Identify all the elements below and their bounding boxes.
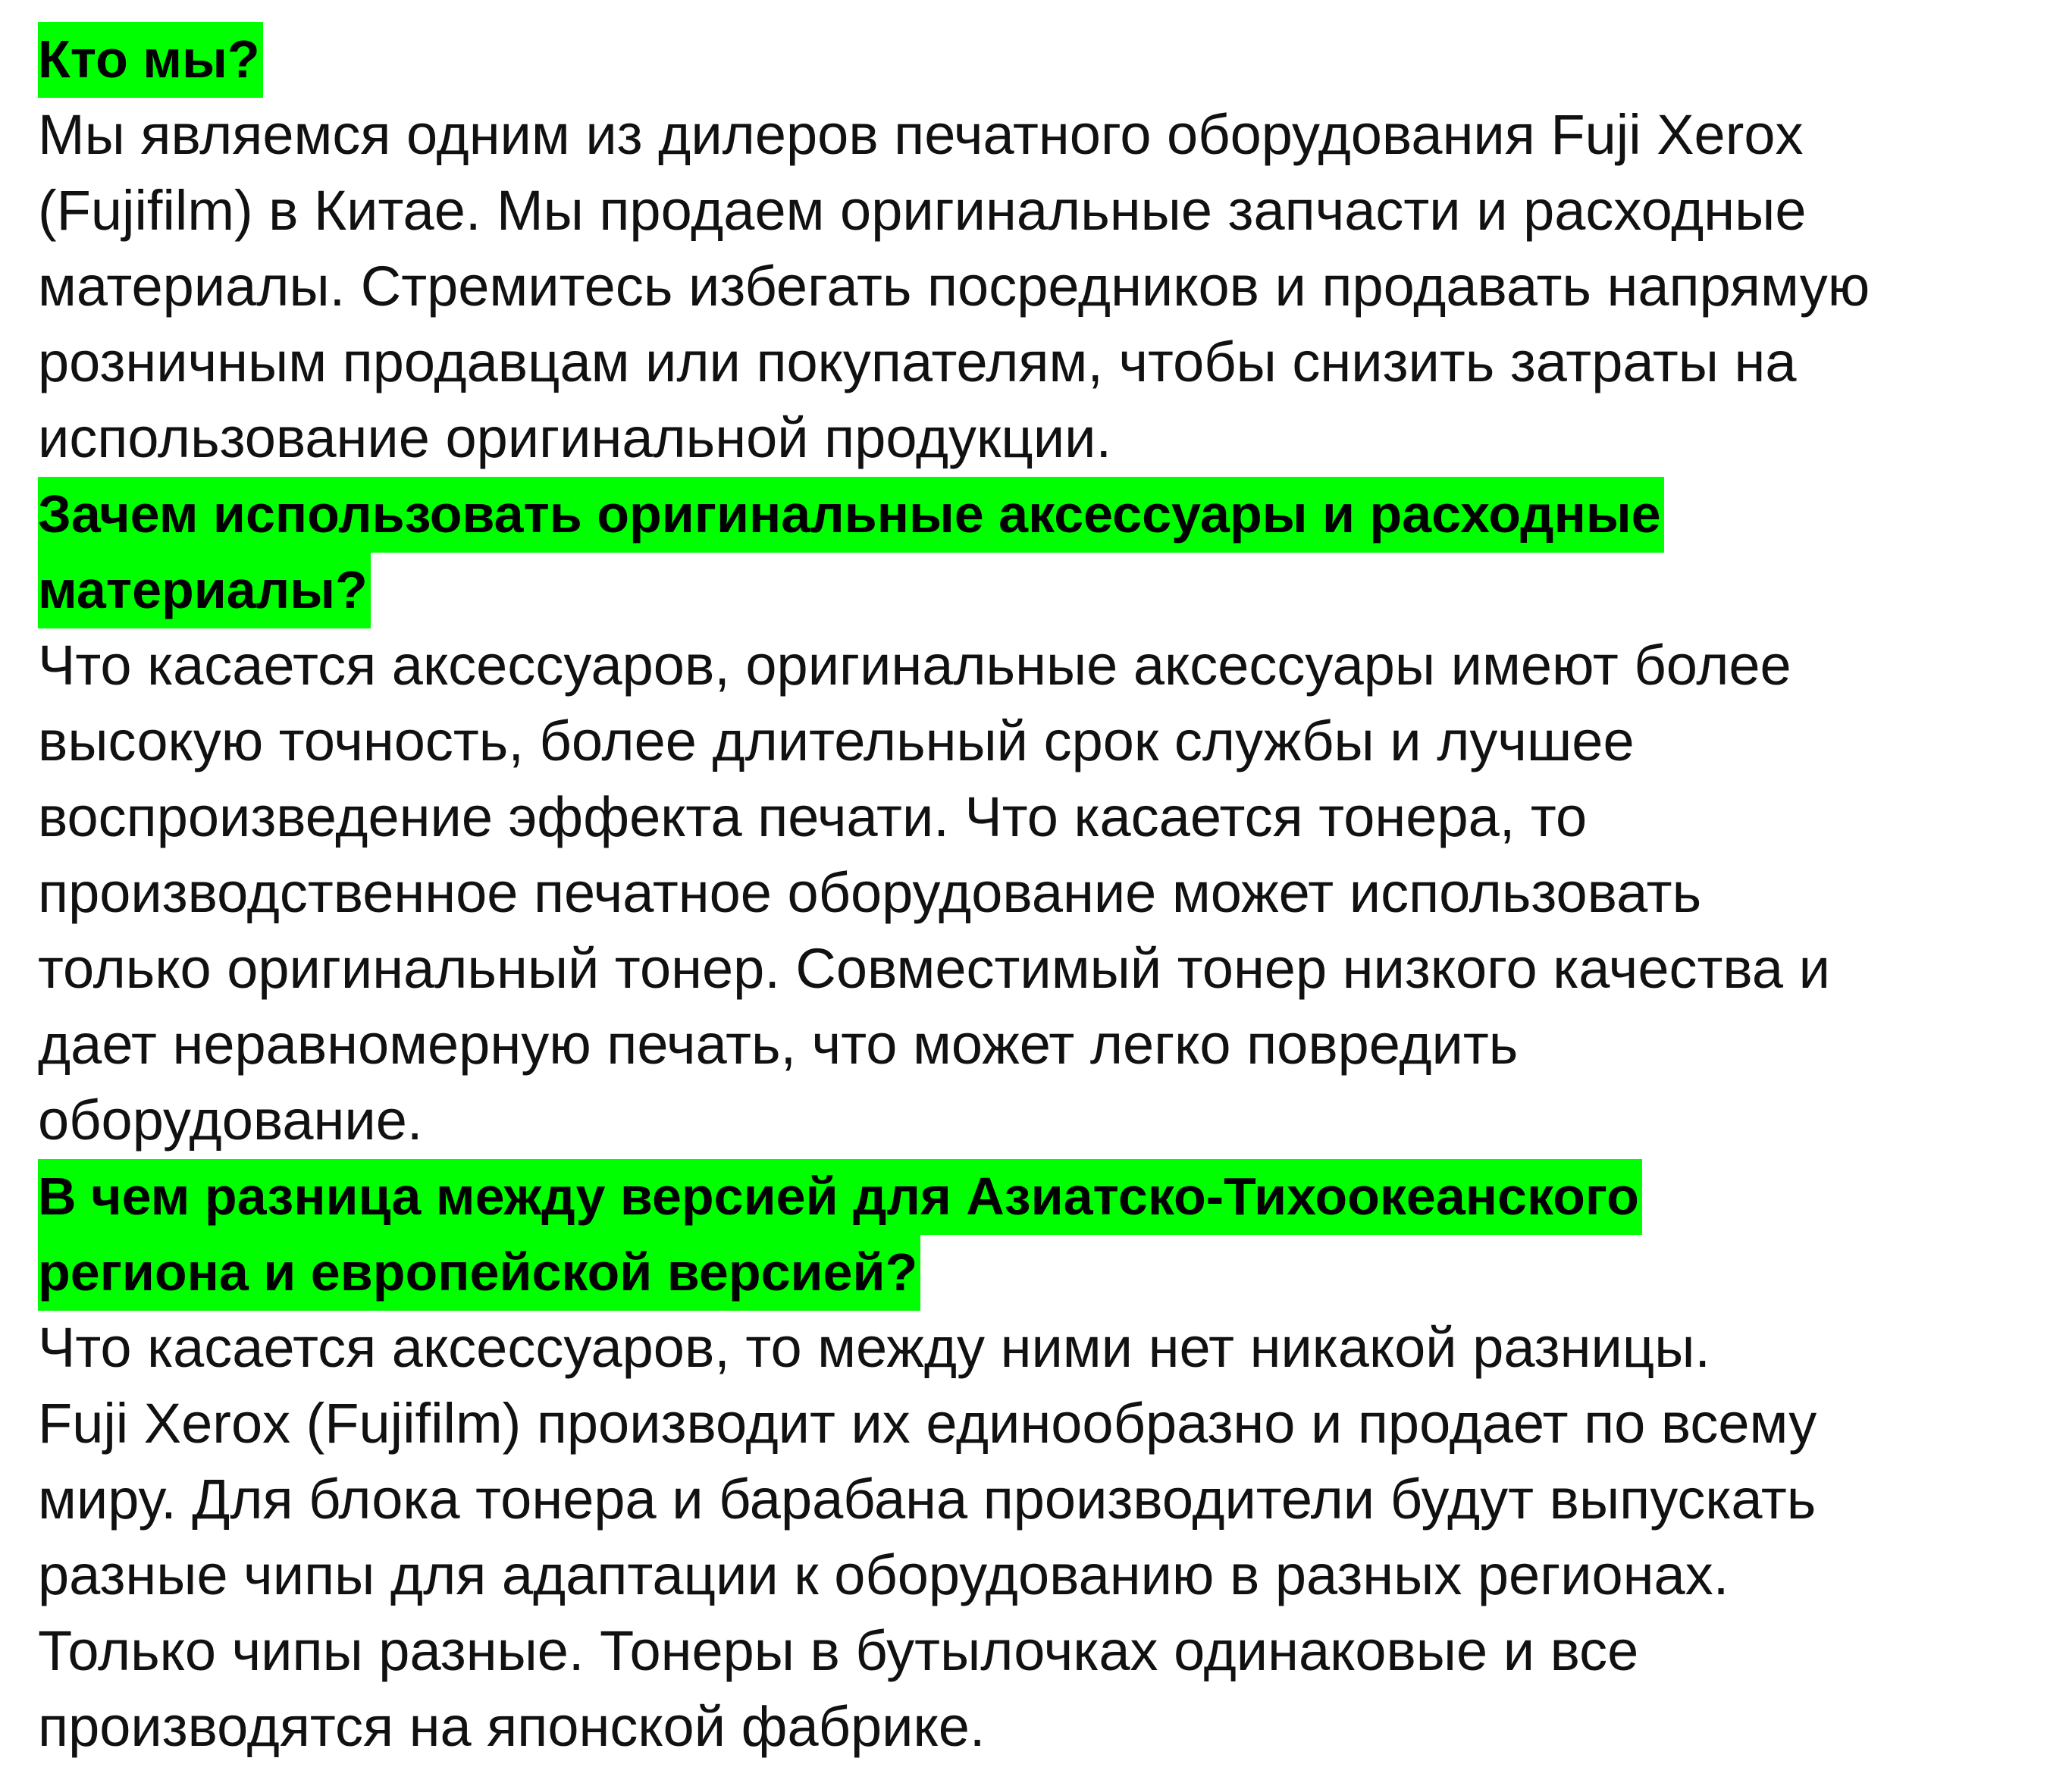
section-who-we-are <box>38 21 2034 476</box>
paragraph-line: Что касается аксессуаров, оригинальные аксессуары имеют более <box>38 634 1791 697</box>
paragraph-line: воспроизведение эффекта печати. Что касается тонера, то <box>38 785 1588 848</box>
paragraph-line: Мы являемся одним из дилеров печатного оборудования Fuji Xerox <box>38 103 1804 166</box>
paragraph-line: Что касается аксессуаров, то между ними нет никакой разницы. <box>38 1316 1710 1379</box>
paragraph-line: использование оригинальной продукции. <box>38 406 1112 469</box>
paragraph-line: Fuji Xerox (Fujifilm) производит их единообразно и продает по всему <box>38 1392 1817 1455</box>
paragraph-line: дает неравномерную печать, что может легко повредить <box>38 1013 1519 1076</box>
section-heading <box>38 476 2034 552</box>
section-heading-continued <box>38 1234 2034 1310</box>
heading-highlight: материалы? <box>38 553 371 628</box>
section-heading <box>38 21 2034 97</box>
section-region-difference <box>38 1158 2034 1765</box>
heading-highlight: Кто мы? <box>38 22 263 98</box>
heading-highlight: региона и европейской версией? <box>38 1235 920 1311</box>
paragraph-line: миру. Для блока тонера и барабана производители будут выпускать <box>38 1468 1817 1531</box>
paragraph-line: розничным продавцам или покупателям, чтобы снизить затраты на <box>38 331 1797 393</box>
paragraph-line: оборудование. <box>38 1089 423 1152</box>
heading-highlight: В чем разница между версией для Азиатско-Тихоокеанского <box>38 1159 1642 1235</box>
section-heading <box>38 1158 2034 1234</box>
paragraph-line: разные чипы для адаптации к оборудованию в разных регионах. <box>38 1543 1729 1606</box>
paragraph-line: только оригинальный тонер. Совместимый тонер низкого качества и <box>38 937 1830 1000</box>
section-heading-continued <box>38 552 2034 628</box>
paragraph-line: (Fujifilm) в Китае. Мы продаем оригинальные запчасти и расходные <box>38 179 1807 242</box>
paragraph-line: материалы. Стремитесь избегать посредников и продавать напрямую <box>38 255 1870 318</box>
paragraph-line: высокую точность, более длительный срок службы и лучшее <box>38 710 1635 772</box>
paragraph-line: производственное печатное оборудование может использовать <box>38 861 1702 924</box>
section-why-original <box>38 476 2034 1158</box>
paragraph-line: производятся на японской фабрике. <box>38 1695 986 1758</box>
heading-highlight: Зачем использовать оригинальные аксессуары и расходные <box>38 477 1664 553</box>
paragraph-line: Только чипы разные. Тонеры в бутылочках одинаковые и все <box>38 1619 1639 1682</box>
